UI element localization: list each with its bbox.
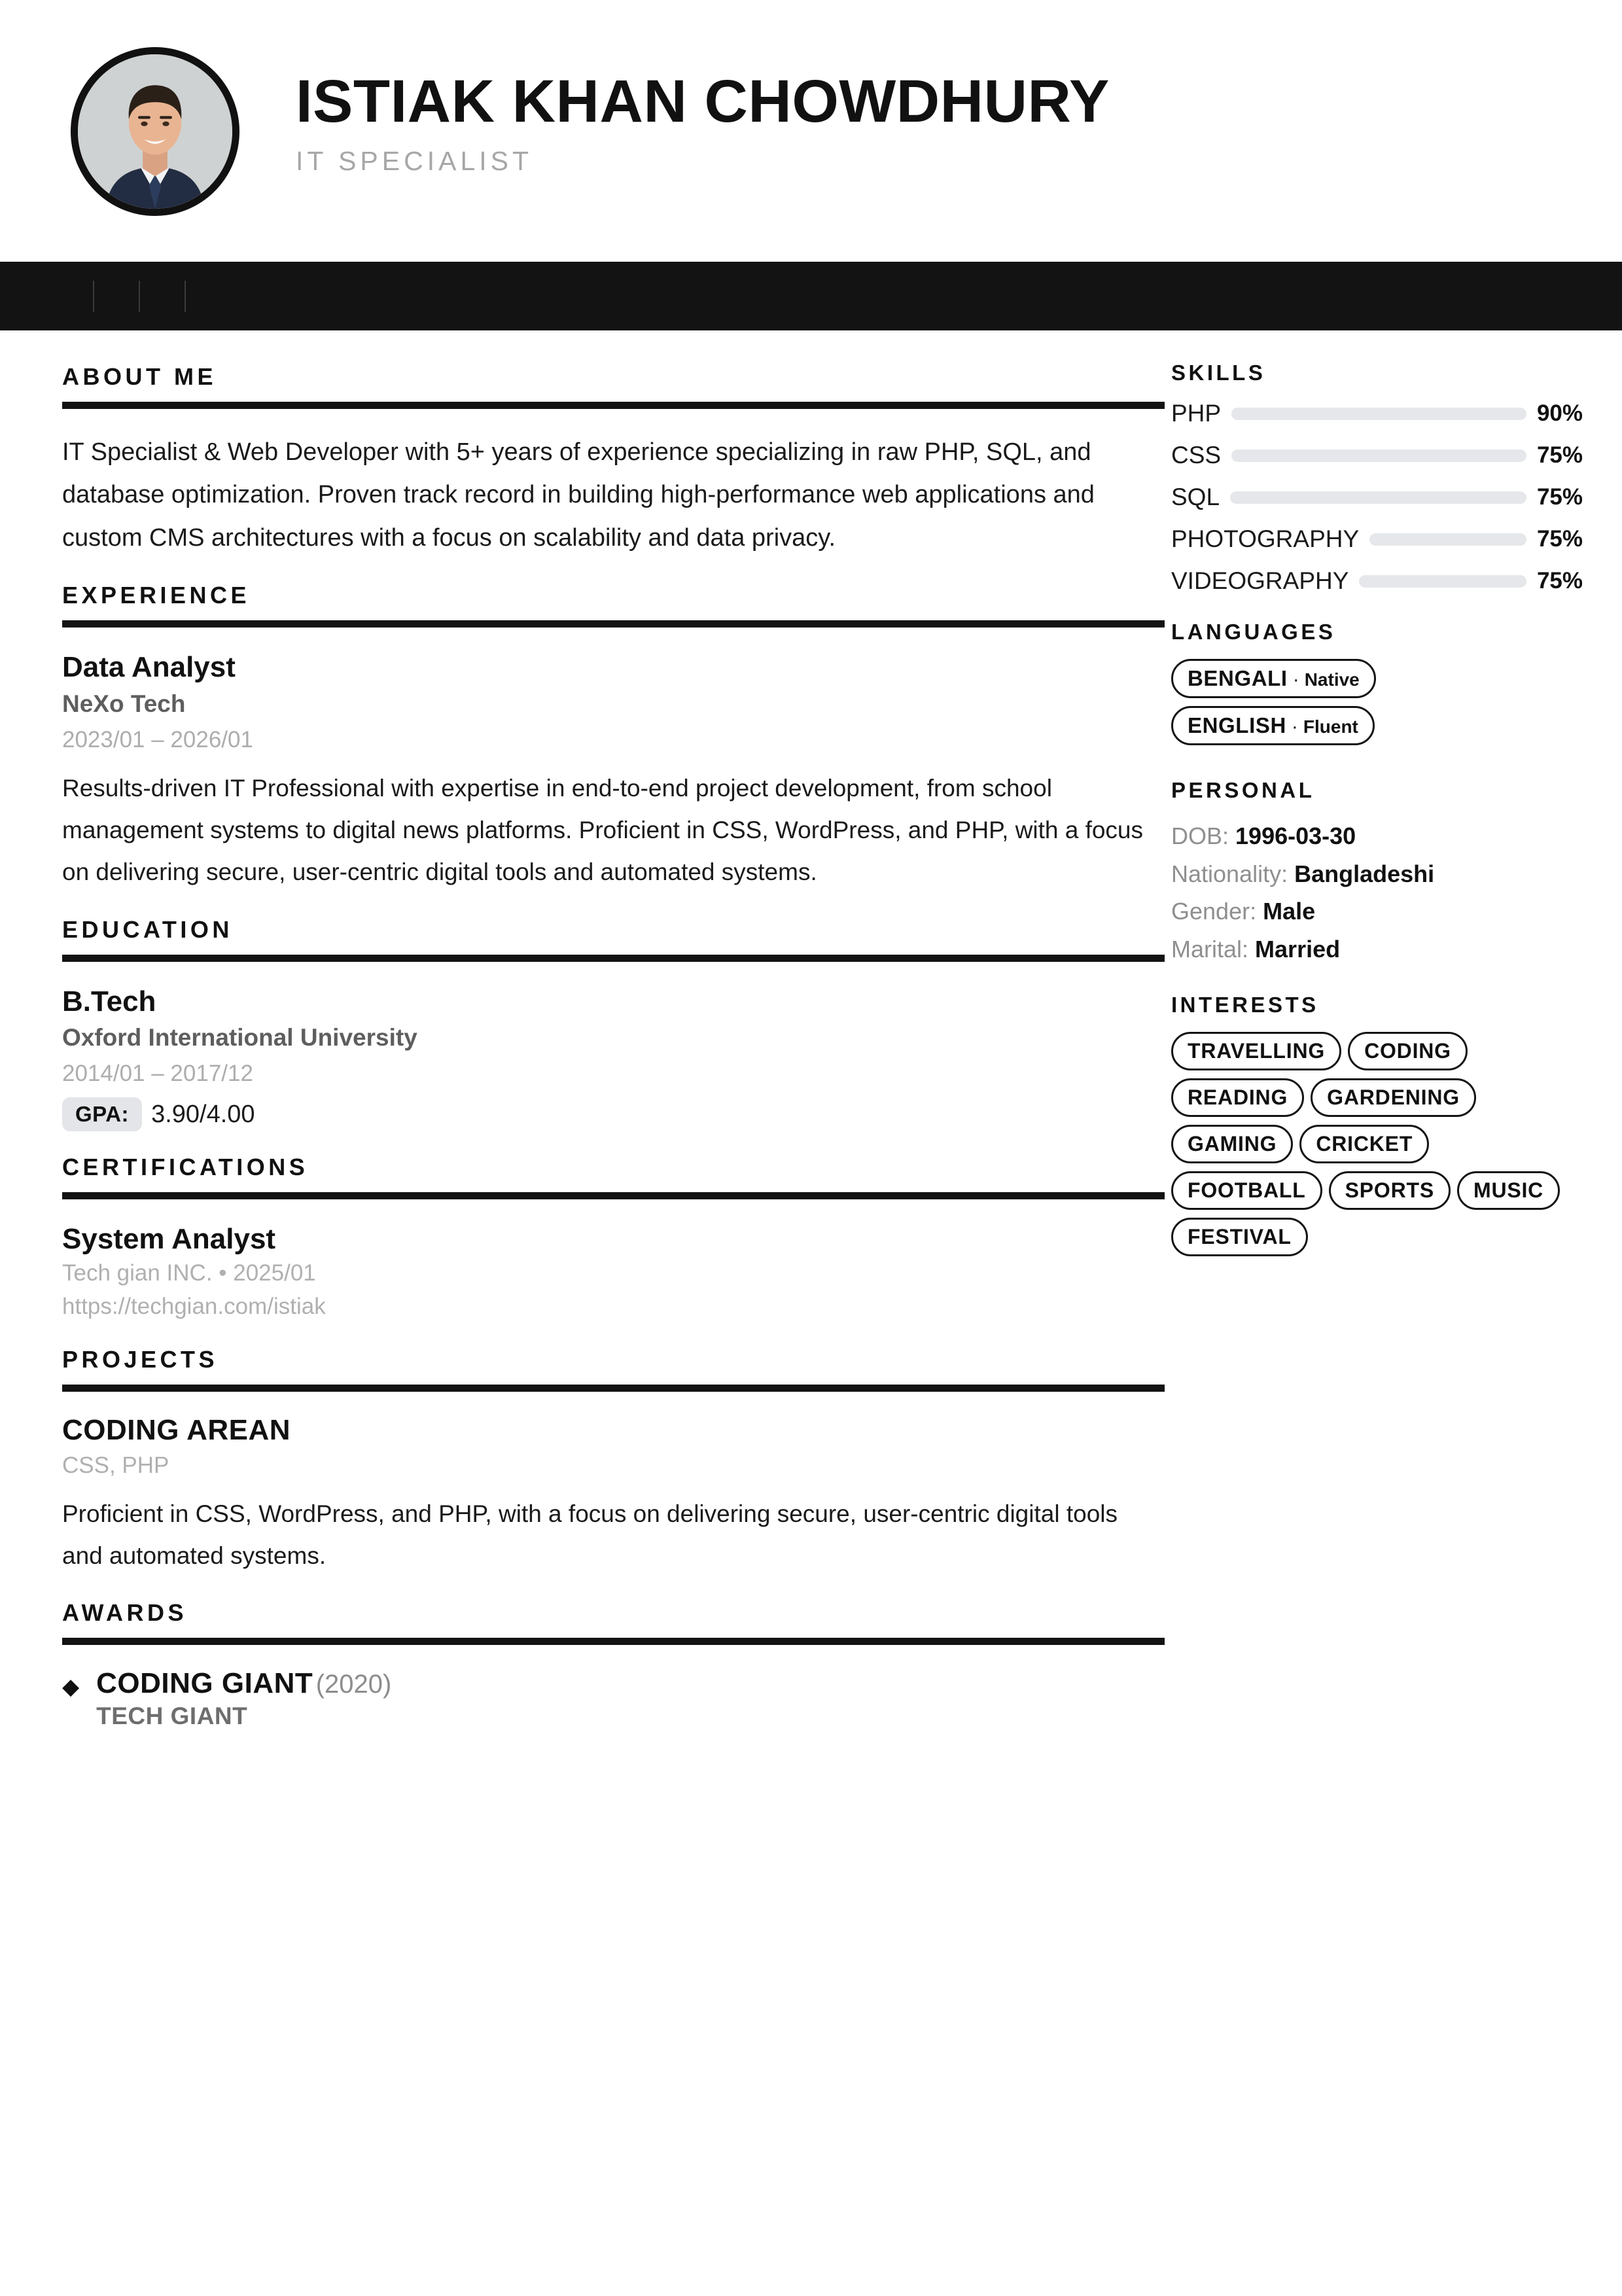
personal-label: DOB:	[1171, 822, 1229, 849]
section-rule	[62, 1638, 1165, 1645]
skill-label: CSS	[1171, 442, 1222, 468]
resume-header	[0, 0, 1622, 262]
interest-label: GARDENING	[1327, 1086, 1460, 1110]
education-degree: B.Tech	[62, 985, 156, 1017]
avatar	[71, 47, 239, 216]
award-entry	[62, 1667, 1171, 1730]
section-rule	[62, 1192, 1165, 1199]
gpa-row	[62, 1097, 1171, 1131]
contact-separator	[185, 281, 186, 312]
section-heading-awards: AWARDS	[62, 1599, 188, 1627]
interest-pill	[1348, 1032, 1468, 1070]
experience-company: NeXo Tech	[62, 690, 186, 717]
skill-row	[1171, 484, 1583, 511]
experience-job-title: Data Analyst	[62, 651, 236, 684]
skill-row	[1171, 567, 1583, 595]
award-year: (2020)	[315, 1670, 392, 1699]
language-pill	[1171, 706, 1375, 745]
education-entry	[62, 984, 1171, 1132]
personal-row	[1171, 892, 1583, 930]
skill-progress-track	[1230, 491, 1526, 504]
job-title: IT SPECIALIST	[296, 146, 533, 177]
sidebar-column	[1171, 361, 1622, 1730]
award-headline	[96, 1667, 391, 1700]
skill-percent: 75%	[1536, 568, 1583, 593]
profile-photo-image	[78, 54, 232, 209]
interests-list	[1171, 1032, 1583, 1264]
education-dates: 2014/01 – 2017/12	[62, 1061, 253, 1087]
personal-row	[1171, 930, 1583, 968]
section-rule	[62, 620, 1165, 627]
experience-entry	[62, 650, 1171, 894]
project-name: CODING AREAN	[62, 1413, 291, 1446]
middot-icon: ·	[1291, 716, 1298, 737]
personal-value: Married	[1255, 935, 1341, 963]
skill-progress-track	[1231, 408, 1526, 420]
project-tech: CSS, PHP	[62, 1452, 169, 1478]
interest-pill	[1311, 1078, 1476, 1117]
skills-list	[1171, 400, 1583, 595]
page-title: ISTIAK KHAN CHOWDHURY	[296, 68, 1110, 135]
interest-pill	[1171, 1125, 1293, 1163]
certification-meta: Tech gian INC. • 2025/01	[62, 1260, 316, 1286]
sidebar-section-interests	[1171, 993, 1583, 1264]
personal-label: Marital:	[1171, 935, 1249, 963]
identity-block	[296, 47, 1110, 177]
skill-row	[1171, 442, 1583, 469]
interest-pill	[1171, 1032, 1341, 1070]
personal-value: Bangladeshi	[1294, 860, 1435, 887]
section-experience	[62, 582, 1171, 894]
project-description: Proficient in CSS, WordPress, and PHP, with a focus on delivering secure, user-centric digital tools and automated systems.	[62, 1500, 1118, 1569]
skill-label: PHOTOGRAPHY	[1171, 525, 1360, 552]
skill-label: SQL	[1171, 484, 1220, 510]
section-heading-experience: EXPERIENCE	[62, 582, 251, 609]
middot-icon: ·	[1292, 669, 1299, 690]
section-about	[62, 363, 1171, 559]
skill-label: PHP	[1171, 400, 1222, 427]
section-rule	[62, 1385, 1165, 1392]
language-level: Fluent	[1303, 716, 1358, 737]
skill-progress-track	[1369, 533, 1526, 546]
interest-label: READING	[1188, 1086, 1288, 1110]
sidebar-section-personal	[1171, 778, 1583, 968]
personal-label: Gender:	[1171, 898, 1257, 925]
experience-dates: 2023/01 – 2026/01	[62, 726, 253, 752]
language-name: ENGLISH	[1188, 713, 1286, 737]
skill-row	[1171, 525, 1583, 553]
interest-label: SPORTS	[1345, 1178, 1434, 1203]
award-name: CODING GIANT	[96, 1667, 313, 1700]
award-issuer: TECH GIANT	[96, 1703, 248, 1730]
interest-label: MUSIC	[1473, 1178, 1544, 1203]
language-pill	[1171, 659, 1376, 698]
section-heading-about: ABOUT ME	[62, 363, 217, 390]
education-school: Oxford International University	[62, 1024, 417, 1051]
interest-label: GAMING	[1188, 1132, 1277, 1156]
section-awards	[62, 1599, 1171, 1730]
experience-description: Results-driven IT Professional with expertise in end-to-end project development, from school management systems to digital news platforms. Proficient in CSS, WordPress, and PHP, with a focus on delivering secure, user-centric digital tools and automated systems.	[62, 774, 1144, 886]
certification-name: System Analyst	[62, 1223, 276, 1256]
contact-bar	[0, 262, 1622, 330]
award-text	[96, 1667, 391, 1730]
interest-pill	[1171, 1078, 1304, 1117]
section-projects	[62, 1346, 1171, 1578]
interest-pill	[1457, 1171, 1560, 1210]
sidebar-heading-languages: LANGUAGES	[1171, 620, 1336, 644]
skill-percent: 90%	[1536, 400, 1583, 426]
interest-label: CODING	[1364, 1039, 1451, 1063]
personal-row	[1171, 855, 1583, 893]
interest-pill	[1329, 1171, 1451, 1210]
resume-body	[0, 330, 1622, 1730]
skill-percent: 75%	[1536, 442, 1583, 468]
certification-url[interactable]: https://techgian.com/istiak	[62, 1293, 326, 1319]
certification-entry	[62, 1222, 1171, 1323]
skill-percent: 75%	[1536, 526, 1583, 552]
section-rule	[62, 955, 1165, 962]
skill-progress-track	[1359, 575, 1526, 588]
interest-pill	[1299, 1125, 1429, 1163]
interest-label: TRAVELLING	[1188, 1039, 1326, 1063]
sidebar-heading-skills: SKILLS	[1171, 361, 1266, 385]
diamond-bullet-icon: ◆	[62, 1674, 80, 1700]
languages-list	[1171, 659, 1583, 753]
section-certifications	[62, 1154, 1171, 1323]
sidebar-heading-interests: INTERESTS	[1171, 993, 1319, 1017]
section-heading-education: EDUCATION	[62, 915, 233, 943]
skill-row	[1171, 400, 1583, 427]
interest-pill	[1171, 1218, 1308, 1256]
sidebar-heading-personal: PERSONAL	[1171, 778, 1315, 802]
skill-label: VIDEOGRAPHY	[1171, 567, 1349, 594]
contact-separator	[139, 281, 140, 312]
personal-row	[1171, 817, 1583, 855]
gpa-badge: GPA:	[62, 1097, 142, 1131]
interest-label: FESTIVAL	[1188, 1225, 1292, 1249]
sidebar-section-skills	[1171, 361, 1583, 595]
interest-pill	[1171, 1171, 1322, 1210]
personal-value: 1996-03-30	[1235, 822, 1356, 849]
project-entry	[62, 1414, 1171, 1578]
contact-separator	[93, 281, 94, 312]
about-text: IT Specialist & Web Developer with 5+ years of experience specializing in raw PHP, SQL, and database optimization. Proven track record in building high-performance web applications and custom CMS architectures with a focus on scalability and data privacy.	[62, 438, 1095, 552]
section-heading-projects: PROJECTS	[62, 1345, 219, 1373]
skill-progress-track	[1231, 450, 1526, 462]
sidebar-section-languages	[1171, 620, 1583, 753]
interest-label: CRICKET	[1316, 1132, 1413, 1156]
language-level: Native	[1304, 669, 1360, 690]
language-name: BENGALI	[1188, 666, 1288, 690]
section-rule	[62, 402, 1165, 409]
personal-list	[1171, 817, 1583, 968]
interest-label: FOOTBALL	[1188, 1178, 1306, 1203]
skill-percent: 75%	[1536, 484, 1583, 510]
gpa-value: 3.90/4.00	[151, 1100, 255, 1128]
section-education	[62, 916, 1171, 1132]
personal-value: Male	[1263, 898, 1316, 925]
section-heading-certifications: CERTIFICATIONS	[62, 1154, 309, 1181]
personal-label: Nationality:	[1171, 860, 1288, 887]
main-column	[0, 361, 1171, 1730]
